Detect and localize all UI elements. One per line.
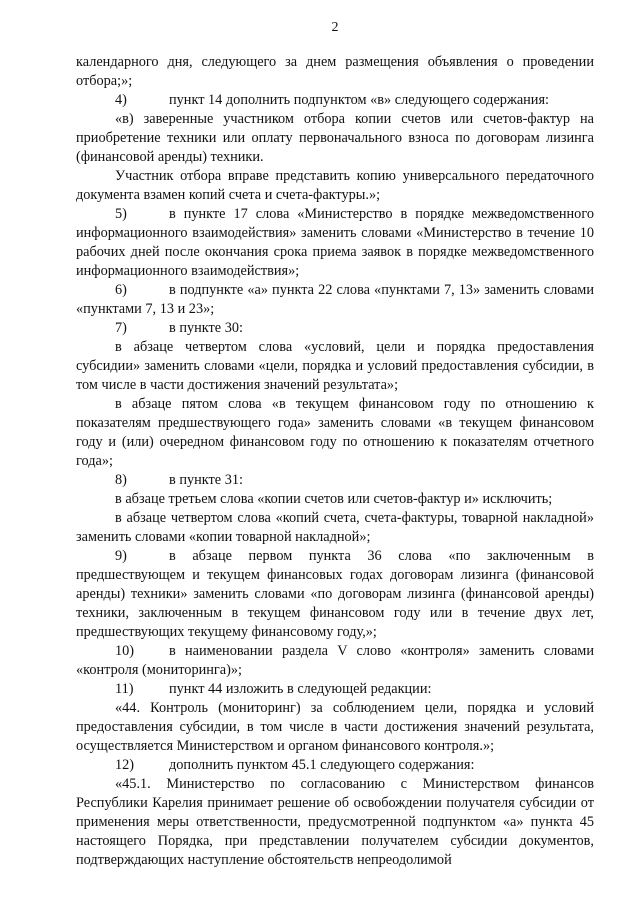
paragraph-text: Участник отбора вправе представить копию универсального передаточного документа взамен копий счета и счета-фактуры.»; — [76, 168, 594, 203]
paragraph-text: «44. Контроль (мониторинг) за соблюдением цели, порядка и условий предоставления субсидии, в том числе в части достижения значений результата, осуществляется Министерством и органом финансового контроля.»; — [76, 700, 594, 754]
item-number: 4) — [115, 92, 127, 108]
page-number: 2 — [331, 20, 339, 35]
paragraph — [76, 91, 594, 110]
paragraph-text: «в) заверенные участником отбора копии счетов или счетов-фактур на приобретение техники или оплату первоначального взноса по договорам лизинга (финансовой аренды) техники. — [76, 111, 594, 165]
item-number: 9) — [115, 548, 127, 564]
document-body — [76, 53, 594, 870]
paragraph — [76, 205, 594, 281]
item-number: 12) — [115, 757, 135, 773]
paragraph-text: в пункте 30: — [169, 320, 243, 336]
paragraph — [76, 319, 594, 338]
item-number: 6) — [115, 282, 127, 298]
paragraph — [76, 110, 594, 167]
paragraph-text: пункт 14 дополнить подпунктом «в» следующего содержания: — [169, 92, 550, 108]
paragraph — [76, 642, 594, 680]
paragraph-text: календарного дня, следующего за днем размещения объявления о проведении отбора;»; — [76, 54, 594, 89]
paragraph-text: в пункте 17 слова «Министерство в порядке межведомственного информационного взаимодействия» заменить словами «Министерство в течение 10 рабочих дней после окончания срока приема заявок в порядке межведомственного информационного взаимодействия»; — [76, 206, 594, 279]
paragraph — [76, 471, 594, 490]
paragraph — [76, 699, 594, 756]
paragraph — [76, 775, 594, 870]
paragraph — [76, 490, 594, 509]
item-number: 11) — [115, 681, 134, 697]
paragraph-text: в абзаце пятом слова «в текущем финансовом году по отношению к показателям предшествующего года» заменить словами «в текущем финансовом году и (или) очередном финансовом году по отношению к показателям отчетного года»; — [76, 396, 594, 469]
paragraph — [76, 756, 594, 775]
paragraph — [76, 167, 594, 205]
paragraph — [76, 338, 594, 395]
item-number: 10) — [115, 643, 135, 659]
paragraph — [76, 395, 594, 471]
paragraph-text: в подпункте «а» пункта 22 слова «пунктами 7, 13» заменить словами «пунктами 7, 13 и 23»; — [76, 282, 594, 317]
paragraph-text: дополнить пунктом 45.1 следующего содержания: — [169, 757, 475, 773]
paragraph-text: в абзаце четвертом слова «копий счета, счета-фактуры, товарной накладной» заменить словами «копии товарной накладной»; — [76, 510, 594, 545]
item-number: 7) — [115, 320, 127, 336]
paragraph — [76, 547, 594, 642]
paragraph-text: в абзаце третьем слова «копии счетов или счетов-фактур и» исключить; — [115, 491, 553, 507]
paragraph-text: в пункте 31: — [169, 472, 243, 488]
paragraph-text: «45.1. Министерство по согласованию с Министерством финансов Республики Карелия принимает решение об освобождении получателя субсидии от применения меры ответственности, предусмотренной подпунктом «а» пункта 45 настоящего Порядка, при представлении получателем субсидии документов, подтверждающих наступление обстоятельств непреодолимой — [76, 776, 594, 868]
paragraph-text: пункт 44 изложить в следующей редакции: — [169, 681, 432, 697]
paragraph-text: в наименовании раздела V слово «контроля» заменить словами «контроля (мониторинга)»; — [76, 643, 594, 678]
paragraph-text: в абзаце четвертом слова «условий, цели и порядка предоставления субсидии» заменить словами «цели, порядка и условий предоставления субсидии, в том числе в части достижения значений результата»; — [76, 339, 594, 393]
paragraph — [76, 509, 594, 547]
paragraph — [76, 53, 594, 91]
item-number: 8) — [115, 472, 127, 488]
paragraph-text: в абзаце первом пункта 36 слова «по заключенным в предшествующем и текущем финансовых годах договорам лизинга (финансовой аренды) техники» заменить словами «по договорам лизинга (финансовой аренды) техники, заключенным в текущем финансовом году или в течение двух лет, предшествующих текущему финансовому году,»; — [76, 548, 594, 640]
paragraph — [76, 680, 594, 699]
item-number: 5) — [115, 206, 127, 222]
paragraph — [76, 281, 594, 319]
